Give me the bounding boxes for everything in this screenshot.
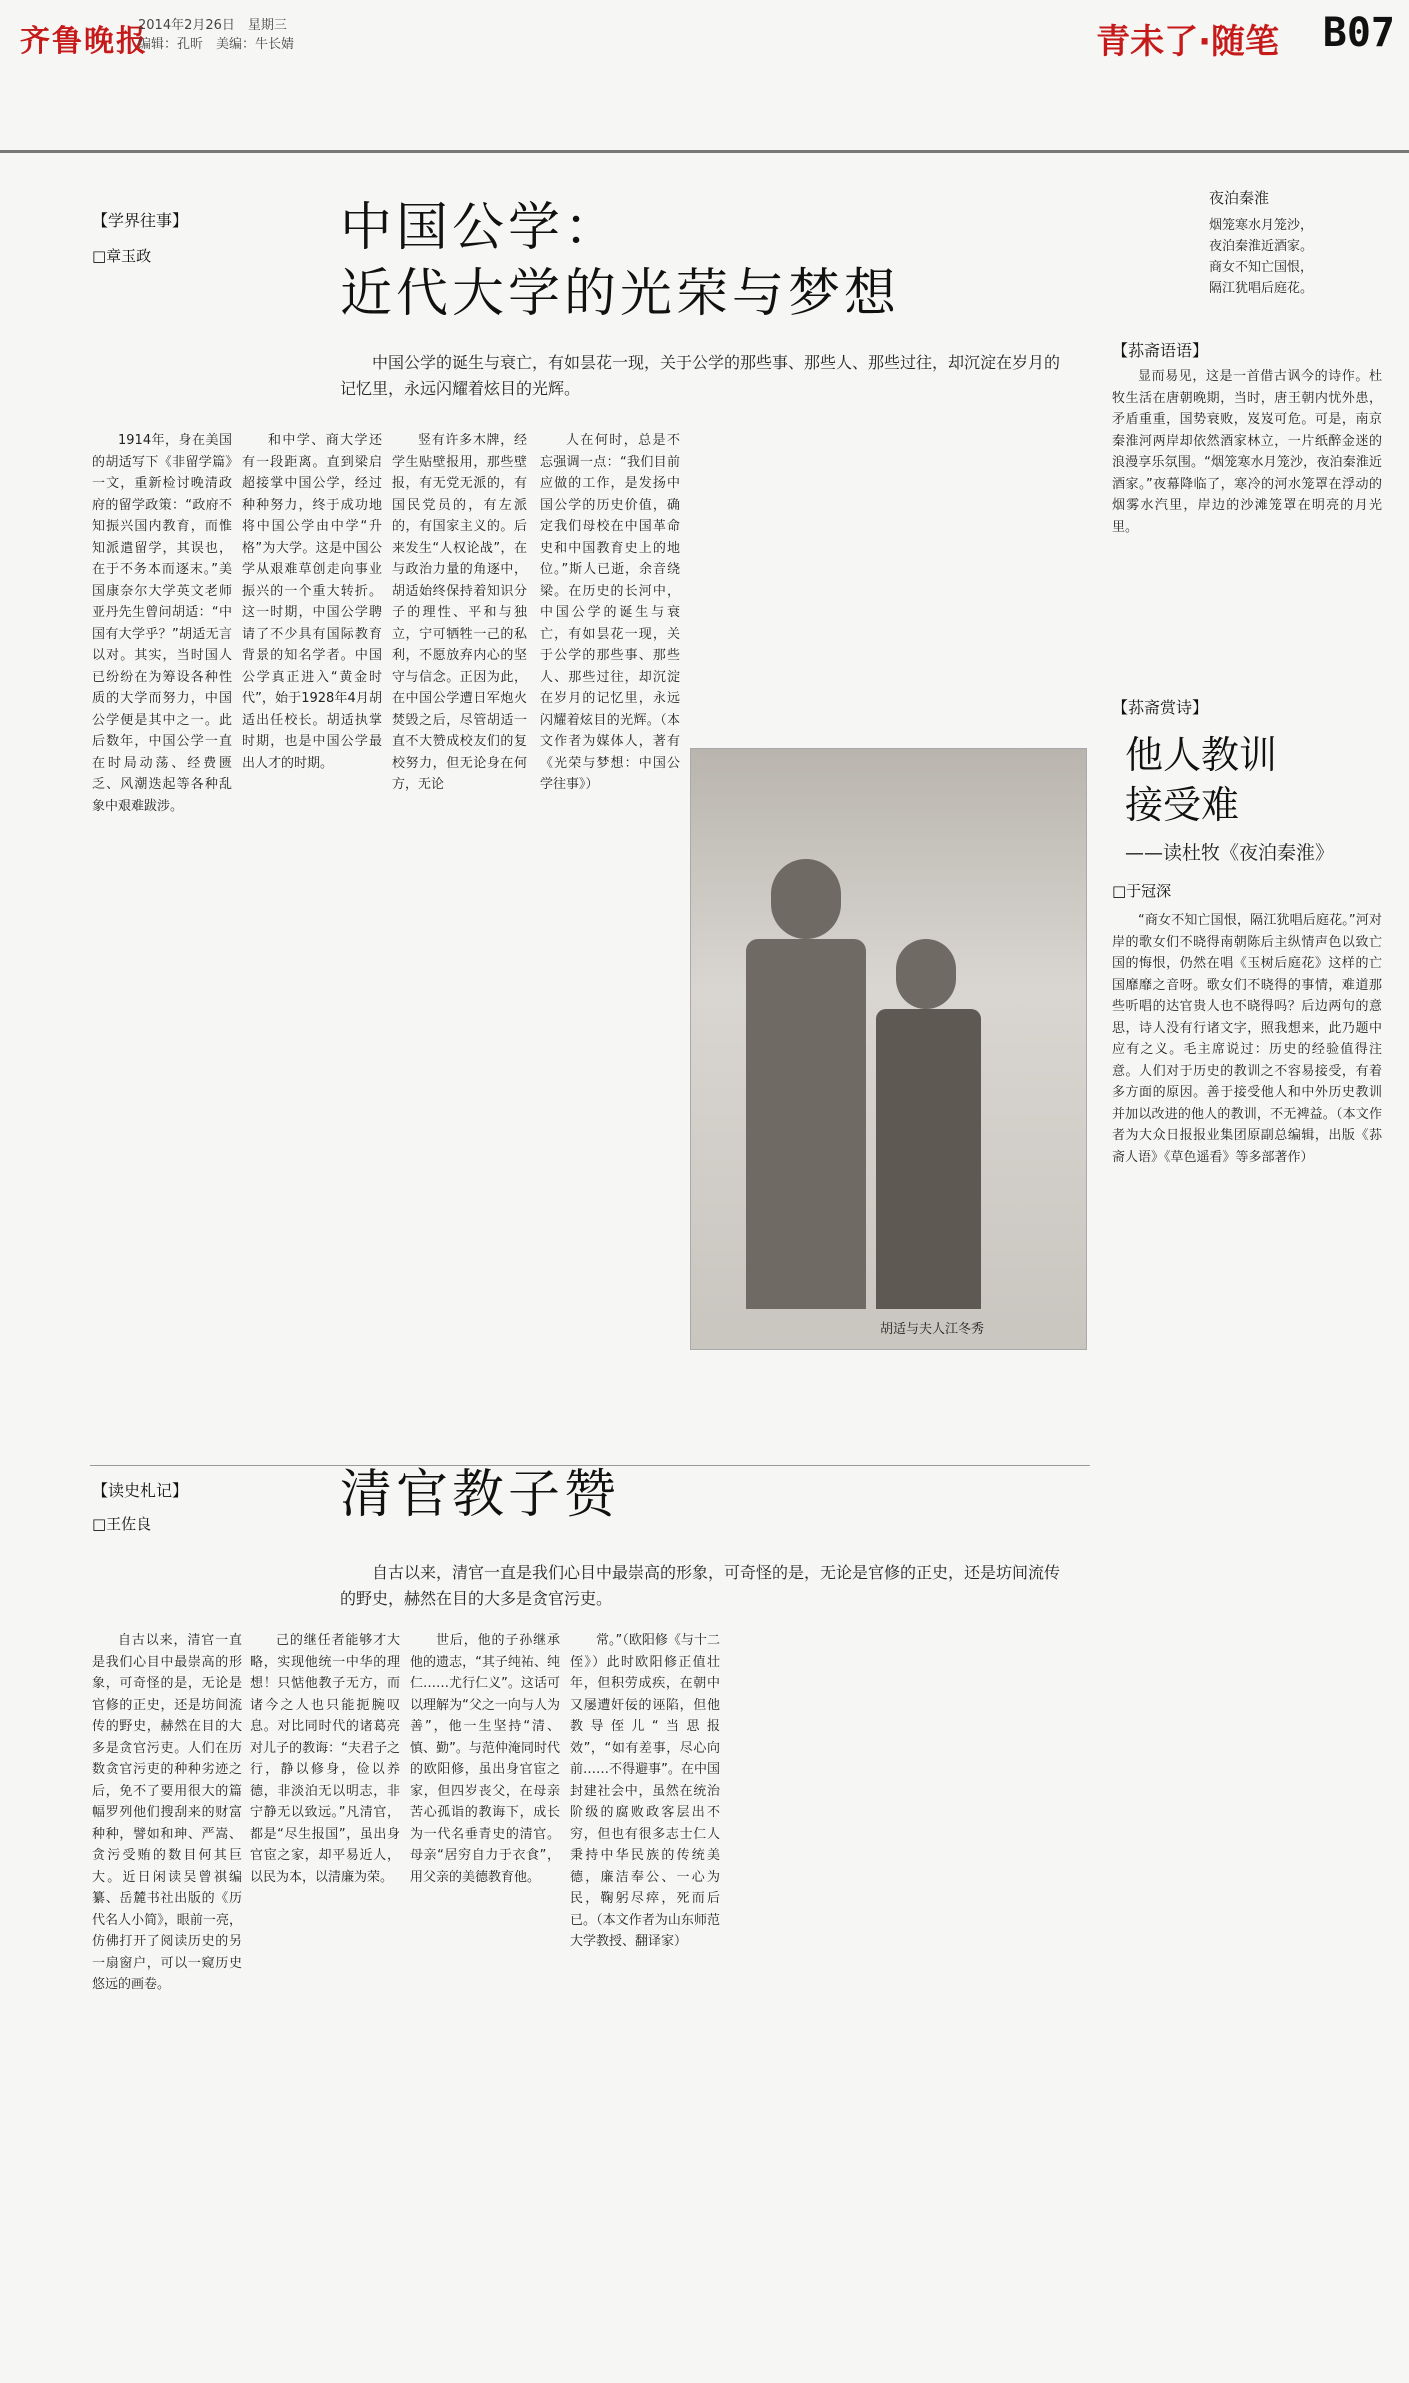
article2-author: □王佐良	[92, 1515, 152, 1533]
poem-line: 夜泊秦淮近酒家。	[1209, 239, 1314, 254]
article3-notes-text: 显而易见，这是一首借古讽今的诗作。杜牧生活在唐朝晚期，当时，唐王朝内忧外患，矛盾重重，国势衰败，岌岌可危。可是，南京秦淮河两岸却依然酒家林立，一片纸醉金迷的浪漫享乐氛围。“烟笼寒水月笼沙，夜泊秦淮近酒家。”夜幕降临了，寒冷的河水笼罩在浮动的烟雾水汽里，岸边的沙滩笼罩在明亮的月光里。	[1112, 369, 1382, 535]
article1-column-4	[540, 430, 680, 792]
issue-date: 2014年2月26日 星期三	[138, 18, 287, 33]
poem-line: 烟笼寒水月笼沙，	[1209, 218, 1314, 233]
article2-column-2	[250, 1630, 400, 2350]
article1-lead: 中国公学的诞生与衰亡，有如昙花一现，关于公学的那些事、那些人、那些过往，却沉淀在岁月的记忆里，永远闪耀着炫目的光辉。	[340, 353, 1061, 398]
article3-headline	[1125, 730, 1277, 830]
article3-notes-label: 【荪斋语语】	[1112, 341, 1209, 360]
newspaper-logo: 齐鲁晚报	[20, 24, 148, 59]
figure-body-right	[876, 1009, 981, 1309]
article1-column-1	[92, 430, 232, 1440]
poem-line: 隔江犹唱后庭花。	[1209, 281, 1314, 296]
article1-headline-line1: 中国公学：	[340, 198, 621, 258]
article2-lead: 自古以来，清官一直是我们心目中最崇高的形象，可奇怪的是，无论是官修的正史，还是坊间流传的野史，赫然在目的大多是贪官污吏。	[340, 1563, 1061, 1608]
article1-column-2	[242, 430, 382, 1440]
article2-col4-text: 常。”（欧阳修《与十二侄》）此时欧阳修正值壮年，但积劳成疾，在朝中又屡遭奸佞的诬陷，但他教导侄儿“当思报效”，“如有差事，尽心向前……不得避事”。在中国封建社会中，虽然在统治阶级的腐败政客层出不穷，但也有很多志士仁人秉持中华民族的传统美德，廉洁奉公、一心为民，鞠躬尽瘁，死而后已。（本文作者为山东师范大学教授、翻译家）	[570, 1633, 720, 1949]
article2-column-4	[570, 1630, 720, 2350]
article1-col4-text: 人在何时，总是不忘强调一点：“我们目前应做的工作，是发扬中国公学的历史价值，确定我们母校在中国革命史和中国教育史上的地位。”斯人已逝，余音绕梁。在历史的长河中，中国公学的诞生与衰亡，有如昙花一现，关于公学的那些事、那些人、那些过往，却沉淀在岁月的记忆里，永远闪耀着炫目的光辉。（本文作者为媒体人，著有《光荣与梦想：中国公学往事》）	[540, 433, 680, 792]
issue-meta	[138, 16, 294, 54]
article1-col1-text: 1914年，身在美国的胡适写下《非留学篇》一文，重新检讨晚清政府的留学政策：“政府不知振兴国内教育，而惟知派遣留学，其误也，在于不务本而逐末。”美国康奈尔大学英文老师亚丹先生曾问胡适：“中国有大学乎？”胡适无言以对。其实，当时国人已纷纷在为筹设各种性质的大学而努力，中国公学便是其中之一。此后数年，中国公学一直在时局动荡、经费匮乏、风潮迭起等各种乱象中艰难跋涉。	[92, 433, 232, 814]
article3-subtitle: ——读杜牧《夜泊秦淮》	[1125, 842, 1335, 864]
article1-column-3	[392, 430, 527, 792]
article2-headline: 清官教子赞	[340, 1465, 621, 1525]
article1-headline	[340, 195, 900, 327]
article1-author: □章玉政	[92, 247, 152, 265]
article3-headline-line1: 他人教训	[1125, 733, 1278, 777]
article2-col3-text: 世后，他的子孙继承他的遗志，“其子纯祐、纯仁……尤行仁义”。这话可以理解为“父之一向与人为善”，他一生坚持“清、慎、勤”。与范仲淹同时代的欧阳修，虽出身官宦之家，但四岁丧父，在母亲苦心孤诣的教诲下，成长为一代名垂青史的清官。母亲“居穷自力于衣食”，用父亲的美德教育他。	[410, 1633, 560, 1885]
page-number: B07	[1322, 10, 1395, 56]
photo-hu-shi-and-wife	[690, 748, 1087, 1350]
article3-notes	[1112, 366, 1382, 666]
article2-column-label: 【读史札记】	[92, 1481, 189, 1500]
article3-column-label: 【荪斋赏诗】	[1112, 698, 1209, 717]
poem-title: 夜泊秦淮	[1209, 189, 1270, 207]
article1-col3-text: 竖有许多木牌，经学生贴壁报用，那些壁报，有无党无派的，有国民党员的，有左派的，有国家主义的。后来发生“人权论战”，在与政治力量的角逐中，胡适始终保持着知识分子的理性、平和与独立，宁可牺牲一己的私利，不愿放弃内心的坚守与信念。正因为此，在中国公学遭日军炮火焚毁之后，尽管胡适一直不大赞成校友们的复校努力，但无论身在何方，无论	[392, 433, 527, 792]
article3-author: □于冠深	[1112, 882, 1172, 900]
top-divider	[0, 150, 1409, 153]
article1-col2-text: 和中学、商大学还有一段距离。直到梁启超接掌中国公学，经过种种努力，终于成功地将中国公学由中学“升格”为大学。这是中国公学从艰难草创走向事业振兴的一个重大转折。这一时期，中国公学聘请了不少具有国际教育背景的知名学者。中国公学真正进入“黄金时代”，始于1928年4月胡适出任校长。胡适执掌时期，也是中国公学最出人才的时期。	[242, 433, 382, 771]
figure-head-left	[771, 859, 841, 939]
article2-column-1	[92, 1630, 242, 2350]
article1-headline-line2: 近代大学的光荣与梦想	[340, 264, 901, 324]
poem-line: 商女不知亡国恨，	[1209, 260, 1314, 275]
photo-caption: 胡适与夫人江冬秀	[880, 1322, 985, 1337]
figure-body-left	[746, 939, 866, 1309]
article3-headline-line2: 接受难	[1125, 783, 1240, 827]
article2-col1-text: 自古以来，清官一直是我们心目中最崇高的形象，可奇怪的是，无论是官修的正史，还是坊间流传的野史，赫然在目的大多是贪官污吏。人们在历数贪官污吏的种种劣迹之后，免不了要用很大的篇幅罗列他们搜刮来的财富种种，譬如和珅、严嵩、贪污受贿的数目何其巨大。近日闲读吴曾祺编纂、岳麓书社出版的《历代名人小简》，眼前一亮，仿佛打开了阅读历史的另一扇窗户，可以一窥历史悠远的画卷。	[92, 1633, 242, 1992]
issue-editors: 编辑：孔昕 美编：牛长婧	[138, 37, 295, 52]
figure-head-right	[896, 939, 956, 1009]
article2-column-3	[410, 1630, 560, 2350]
article3-body	[1112, 910, 1382, 2350]
article1-column-label: 【学界往事】	[92, 211, 189, 230]
poem-block	[1209, 188, 1369, 299]
article3-body-text: “商女不知亡国恨，隔江犹唱后庭花。”河对岸的歌女们不晓得南朝陈后主纵情声色以致亡国的悔恨，仍然在唱《玉树后庭花》这样的亡国靡靡之音呀。歌女们不晓得的事情，难道那些听唱的达官贵人也不晓得吗？后边两句的意思，诗人没有行诸文字，照我想来，此乃题中应有之义。毛主席说过：历史的经验值得注意。人们对于历史的教训之不容易接受，有着多方面的原因。善于接受他人和中外历史教训并加以改进的他人的教训，不无裨益。（本文作者为大众日报报业集团原副总编辑，出版《荪斋人语》《草色遥看》等多部著作）	[1112, 913, 1382, 1165]
section-title: 青未了·随笔	[1096, 22, 1279, 62]
article2-col2-text: 己的继任者能够才大略，实现他统一中华的理想！只惦他教子无方，而诸今之人也只能扼腕叹息。对比同时代的诸葛亮对儿子的教诲：“夫君子之行，静以修身，俭以养德，非淡泊无以明志，非宁静无以致远。”凡清官，都是“尽生报国”，虽出身官宦之家，却平易近人，以民为本，以清廉为荣。	[250, 1633, 400, 1885]
